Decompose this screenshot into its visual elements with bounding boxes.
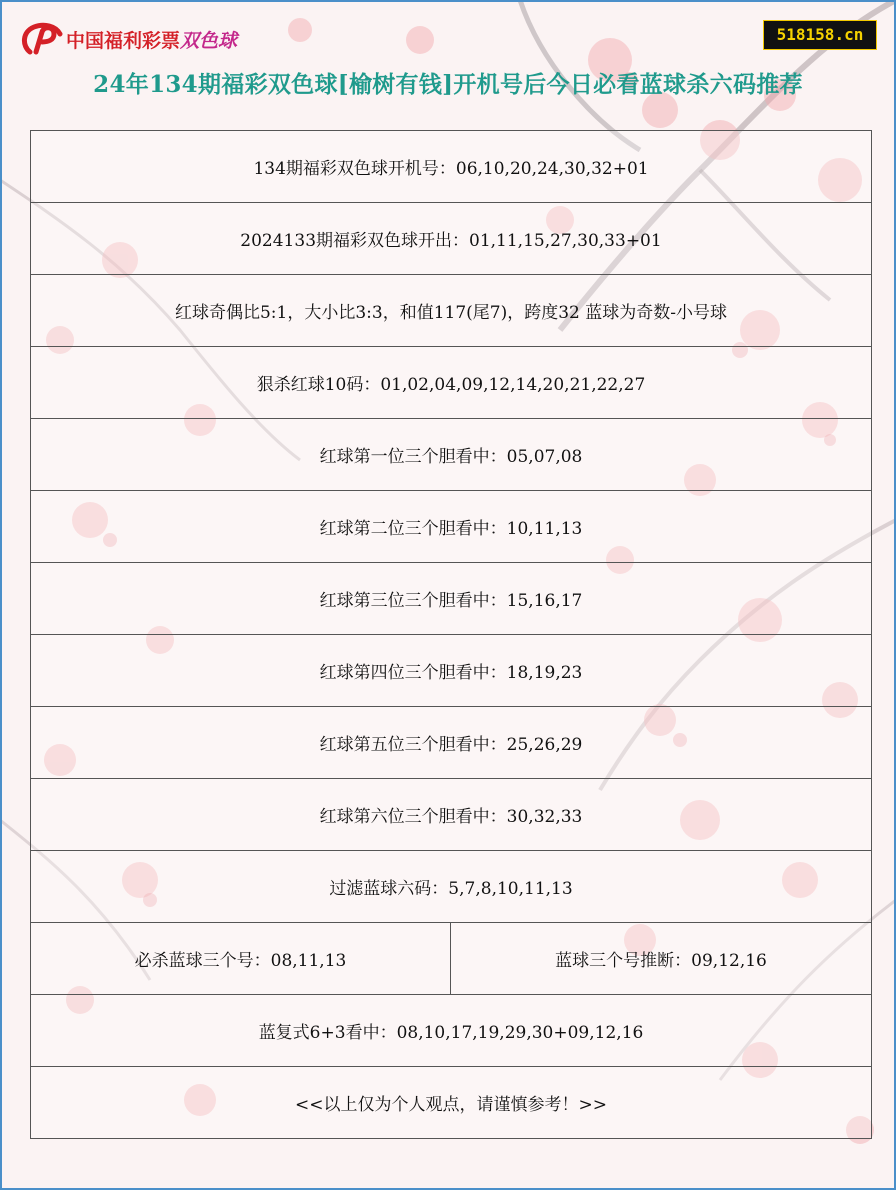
page-title: 24年134期福彩双色球[榆树有钱]开机号后今日必看蓝球杀六码推荐 [93,71,803,98]
table-row [31,491,872,563]
logo-text-accent: 双色球 [180,29,238,52]
table-row [31,1067,872,1139]
table-cell: 红球第五位三个胆看中：25,26,29 [31,707,872,779]
table-cell: 蓝复式6+3看中：08,10,17,19,29,30+09,12,16 [31,995,872,1067]
site-badge: 518158.cn [763,20,877,50]
disclaimer-cell: <<以上仅为个人观点，请谨慎参考！>> [31,1067,872,1139]
prediction-table [30,130,872,1139]
table-cell: 红球第三位三个胆看中：15,16,17 [31,563,872,635]
table-row [31,563,872,635]
table-cell: 红球第一位三个胆看中：05,07,08 [31,419,872,491]
table-row [31,419,872,491]
table-row [31,347,872,419]
table-row [31,635,872,707]
table-row [31,203,872,275]
table-cell: 红球第二位三个胆看中：10,11,13 [31,491,872,563]
table-cell: 红球第四位三个胆看中：18,19,23 [31,635,872,707]
table-row [31,131,872,203]
table-cell-right: 蓝球三个号推断：09,12,16 [451,923,872,995]
logo-text [66,26,237,53]
table-cell: 2024133期福彩双色球开出：01,11,15,27,30,33+01 [31,203,872,275]
table-cell: 狠杀红球10码：01,02,04,09,12,14,20,21,22,27 [31,347,872,419]
table-row [31,707,872,779]
lottery-logo [20,22,237,56]
table-cell: 红球奇偶比5:1，大小比3:3，和值117(尾7)，跨度32 蓝球为奇数-小号球 [31,275,872,347]
table-cell: 红球第六位三个胆看中：30,32,33 [31,779,872,851]
logo-text-main: 中国福利彩票 [66,29,181,52]
table-row-split [31,923,872,995]
table-row [31,851,872,923]
table-row [31,779,872,851]
lottery-logo-icon [20,22,64,56]
table-cell: 134期福彩双色球开机号：06,10,20,24,30,32+01 [31,131,872,203]
table-row [31,275,872,347]
table-cell: 过滤蓝球六码：5,7,8,10,11,13 [31,851,872,923]
table-row [31,995,872,1067]
table-cell-left: 必杀蓝球三个号：08,11,13 [31,923,451,995]
